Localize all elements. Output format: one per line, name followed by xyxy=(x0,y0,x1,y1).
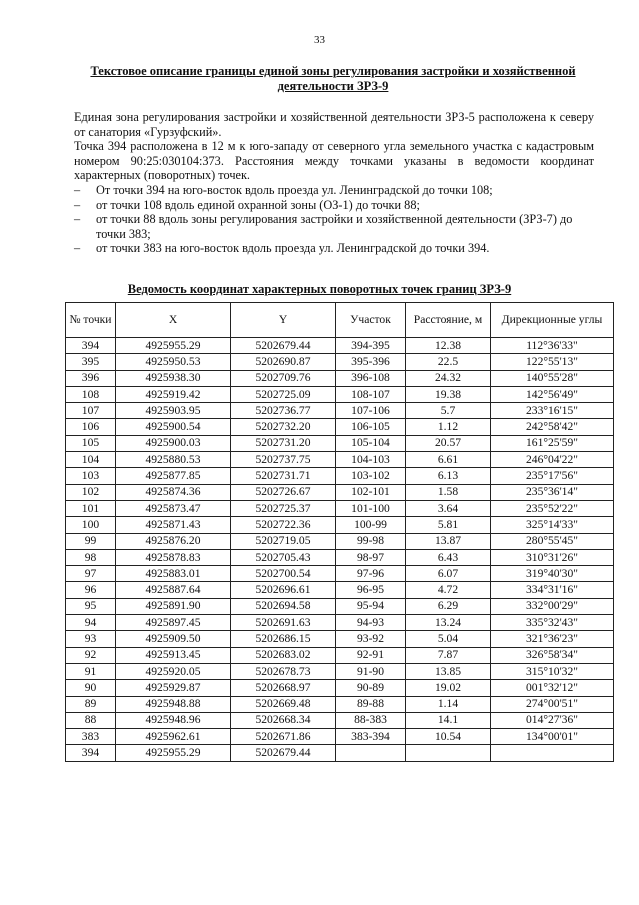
y-coordinate-cell: 5202726.67 xyxy=(231,484,336,500)
list-item-text: от точки 383 на юго-восток вдоль проезда ул. Ленинградской до точки 394. xyxy=(96,241,490,256)
x-coordinate-cell: 4925962.61 xyxy=(116,729,231,745)
bearing-cell: 319°40'30" xyxy=(491,566,614,582)
y-coordinate-cell: 5202732.20 xyxy=(231,419,336,435)
segment-cell: 89-88 xyxy=(336,696,406,712)
x-coordinate-cell: 4925955.29 xyxy=(116,745,231,761)
point-number-cell: 97 xyxy=(66,566,116,582)
bearing-cell: 001°32'12" xyxy=(491,680,614,696)
y-coordinate-cell: 5202722.36 xyxy=(231,517,336,533)
y-coordinate-cell: 5202679.44 xyxy=(231,745,336,761)
distance-cell: 13.24 xyxy=(406,615,491,631)
paragraph-intro: Единая зона регулирования застройки и хозяйственной деятельности ЗРЗ-5 расположена к северу от санатория «Гурзуфский». xyxy=(74,110,594,139)
segment-cell: 395-396 xyxy=(336,354,406,370)
y-coordinate-cell: 5202668.97 xyxy=(231,680,336,696)
list-item xyxy=(74,212,594,241)
bullet-marker: – xyxy=(74,241,81,256)
list-item xyxy=(74,241,594,256)
segment-cell: 394-395 xyxy=(336,338,406,354)
list-item-text: От точки 394 на юго-восток вдоль проезда ул. Ленинградской до точки 108; xyxy=(96,182,493,197)
bullet-marker: – xyxy=(74,182,81,197)
point-number-cell: 95 xyxy=(66,598,116,614)
bullet-marker: – xyxy=(74,212,81,227)
bearing-cell: 134°00'01" xyxy=(491,729,614,745)
distance-cell: 6.29 xyxy=(406,598,491,614)
x-coordinate-cell: 4925878.83 xyxy=(116,549,231,565)
distance-cell: 10.54 xyxy=(406,729,491,745)
x-coordinate-cell: 4925876.20 xyxy=(116,533,231,549)
segment-cell: 95-94 xyxy=(336,598,406,614)
bearing-cell: 274°00'51" xyxy=(491,696,614,712)
point-number-cell: 106 xyxy=(66,419,116,435)
segment-cell: 94-93 xyxy=(336,615,406,631)
x-coordinate-cell: 4925919.42 xyxy=(116,386,231,402)
bearing-cell: 310°31'26" xyxy=(491,549,614,565)
point-number-cell: 103 xyxy=(66,468,116,484)
distance-cell: 6.07 xyxy=(406,566,491,582)
segment-cell: 90-89 xyxy=(336,680,406,696)
x-coordinate-cell: 4925873.47 xyxy=(116,500,231,516)
column-header-y: Y xyxy=(231,303,336,338)
coordinates-table xyxy=(65,302,614,762)
paragraph-point-location: Точка 394 расположена в 12 м к юго-западу от северного угла земельного участка с кадастровым номером 90:25:030104:373. Расстояния между точками указаны в ведомости координат характерных (поворотных) точек. xyxy=(74,139,594,183)
point-number-cell: 394 xyxy=(66,338,116,354)
point-number-cell: 107 xyxy=(66,403,116,419)
distance-cell: 13.85 xyxy=(406,663,491,679)
column-header-point: № точки xyxy=(66,303,116,338)
x-coordinate-cell: 4925877.85 xyxy=(116,468,231,484)
bearing-cell: 233°16'15" xyxy=(491,403,614,419)
x-coordinate-cell: 4925929.87 xyxy=(116,680,231,696)
table-row xyxy=(66,631,614,647)
point-number-cell: 92 xyxy=(66,647,116,663)
table-row xyxy=(66,663,614,679)
distance-cell: 6.13 xyxy=(406,468,491,484)
bearing-cell: 140°55'28" xyxy=(491,370,614,386)
distance-cell: 22.5 xyxy=(406,354,491,370)
y-coordinate-cell: 5202678.73 xyxy=(231,663,336,679)
distance-cell: 6.43 xyxy=(406,549,491,565)
table-row xyxy=(66,435,614,451)
bearing-cell: 335°32'43" xyxy=(491,615,614,631)
page-number: 33 xyxy=(314,34,325,46)
table-row xyxy=(66,598,614,614)
boundary-description-list xyxy=(74,183,594,256)
point-number-cell: 98 xyxy=(66,549,116,565)
x-coordinate-cell: 4925938.30 xyxy=(116,370,231,386)
distance-cell: 5.7 xyxy=(406,403,491,419)
segment-cell: 108-107 xyxy=(336,386,406,402)
list-item xyxy=(74,198,594,213)
x-coordinate-cell: 4925950.53 xyxy=(116,354,231,370)
y-coordinate-cell: 5202736.77 xyxy=(231,403,336,419)
bearing-cell: 142°56'49" xyxy=(491,386,614,402)
x-coordinate-cell: 4925913.45 xyxy=(116,647,231,663)
distance-cell: 19.02 xyxy=(406,680,491,696)
segment-cell: 102-101 xyxy=(336,484,406,500)
segment-cell: 91-90 xyxy=(336,663,406,679)
point-number-cell: 94 xyxy=(66,615,116,631)
table-row xyxy=(66,354,614,370)
column-header-segment: Участок xyxy=(336,303,406,338)
x-coordinate-cell: 4925920.05 xyxy=(116,663,231,679)
bearing-cell: 332°00'29" xyxy=(491,598,614,614)
bearing-cell: 235°36'14" xyxy=(491,484,614,500)
point-number-cell: 96 xyxy=(66,582,116,598)
point-number-cell: 88 xyxy=(66,712,116,728)
point-number-cell: 101 xyxy=(66,500,116,516)
point-number-cell: 93 xyxy=(66,631,116,647)
table-row xyxy=(66,582,614,598)
point-number-cell: 383 xyxy=(66,729,116,745)
segment-cell: 98-97 xyxy=(336,549,406,565)
distance-cell: 5.81 xyxy=(406,517,491,533)
bearing-cell: 326°58'34" xyxy=(491,647,614,663)
point-number-cell: 102 xyxy=(66,484,116,500)
bearing-cell: 014°27'36" xyxy=(491,712,614,728)
y-coordinate-cell: 5202731.20 xyxy=(231,435,336,451)
x-coordinate-cell: 4925955.29 xyxy=(116,338,231,354)
segment-cell: 88-383 xyxy=(336,712,406,728)
column-header-x: X xyxy=(116,303,231,338)
table-row xyxy=(66,338,614,354)
point-number-cell: 100 xyxy=(66,517,116,533)
bearing-cell xyxy=(491,745,614,761)
point-number-cell: 108 xyxy=(66,386,116,402)
distance-cell: 4.72 xyxy=(406,582,491,598)
point-number-cell: 105 xyxy=(66,435,116,451)
segment-cell: 103-102 xyxy=(336,468,406,484)
bearing-cell: 315°10'32" xyxy=(491,663,614,679)
bearing-cell: 280°55'45" xyxy=(491,533,614,549)
table-row xyxy=(66,647,614,663)
bearing-cell: 161°25'59" xyxy=(491,435,614,451)
segment-cell: 96-95 xyxy=(336,582,406,598)
bearing-cell: 334°31'16" xyxy=(491,582,614,598)
distance-cell: 3.64 xyxy=(406,500,491,516)
y-coordinate-cell: 5202679.44 xyxy=(231,338,336,354)
point-number-cell: 99 xyxy=(66,533,116,549)
distance-cell: 7.87 xyxy=(406,647,491,663)
x-coordinate-cell: 4925903.95 xyxy=(116,403,231,419)
distance-cell: 12.38 xyxy=(406,338,491,354)
y-coordinate-cell: 5202669.48 xyxy=(231,696,336,712)
segment-cell: 104-103 xyxy=(336,452,406,468)
y-coordinate-cell: 5202709.76 xyxy=(231,370,336,386)
y-coordinate-cell: 5202683.02 xyxy=(231,647,336,663)
bearing-cell: 321°36'23" xyxy=(491,631,614,647)
segment-cell: 106-105 xyxy=(336,419,406,435)
list-item-text: от точки 108 вдоль единой охранной зоны (ОЗ-1) до точки 88; xyxy=(96,197,420,212)
segment-cell: 396-108 xyxy=(336,370,406,386)
bullet-marker: – xyxy=(74,197,81,212)
y-coordinate-cell: 5202731.71 xyxy=(231,468,336,484)
x-coordinate-cell: 4925871.43 xyxy=(116,517,231,533)
distance-cell: 13.87 xyxy=(406,533,491,549)
segment-cell: 101-100 xyxy=(336,500,406,516)
table-row xyxy=(66,533,614,549)
x-coordinate-cell: 4925874.36 xyxy=(116,484,231,500)
table-row xyxy=(66,615,614,631)
y-coordinate-cell: 5202705.43 xyxy=(231,549,336,565)
distance-cell: 14.1 xyxy=(406,712,491,728)
point-number-cell: 89 xyxy=(66,696,116,712)
y-coordinate-cell: 5202696.61 xyxy=(231,582,336,598)
y-coordinate-cell: 5202668.34 xyxy=(231,712,336,728)
distance-cell: 5.04 xyxy=(406,631,491,647)
distance-cell: 1.12 xyxy=(406,419,491,435)
point-number-cell: 90 xyxy=(66,680,116,696)
point-number-cell: 91 xyxy=(66,663,116,679)
list-item xyxy=(74,183,594,198)
table-row xyxy=(66,696,614,712)
segment-cell xyxy=(336,745,406,761)
y-coordinate-cell: 5202725.37 xyxy=(231,500,336,516)
point-number-cell: 396 xyxy=(66,370,116,386)
table-row xyxy=(66,729,614,745)
y-coordinate-cell: 5202690.87 xyxy=(231,354,336,370)
point-number-cell: 104 xyxy=(66,452,116,468)
distance-cell: 24.32 xyxy=(406,370,491,386)
x-coordinate-cell: 4925948.96 xyxy=(116,712,231,728)
distance-cell xyxy=(406,745,491,761)
table-row xyxy=(66,370,614,386)
segment-cell: 100-99 xyxy=(336,517,406,533)
segment-cell: 383-394 xyxy=(336,729,406,745)
column-header-bearing: Дирекционные углы xyxy=(491,303,614,338)
distance-cell: 20.57 xyxy=(406,435,491,451)
y-coordinate-cell: 5202700.54 xyxy=(231,566,336,582)
table-row xyxy=(66,386,614,402)
distance-cell: 6.61 xyxy=(406,452,491,468)
table-row xyxy=(66,517,614,533)
point-number-cell: 394 xyxy=(66,745,116,761)
table-title: Ведомость координат характерных поворотных точек границ ЗРЗ-9 xyxy=(127,282,512,296)
x-coordinate-cell: 4925900.03 xyxy=(116,435,231,451)
x-coordinate-cell: 4925909.50 xyxy=(116,631,231,647)
x-coordinate-cell: 4925891.90 xyxy=(116,598,231,614)
table-row xyxy=(66,419,614,435)
body-text xyxy=(74,110,594,256)
list-item-text: от точки 88 вдоль зоны регулирования застройки и хозяйственной деятельности (ЗРЗ-7) до точки 383; xyxy=(96,212,573,241)
distance-cell: 1.58 xyxy=(406,484,491,500)
table-row xyxy=(66,452,614,468)
x-coordinate-cell: 4925887.64 xyxy=(116,582,231,598)
bearing-cell: 235°52'22" xyxy=(491,500,614,516)
y-coordinate-cell: 5202725.09 xyxy=(231,386,336,402)
x-coordinate-cell: 4925883.01 xyxy=(116,566,231,582)
x-coordinate-cell: 4925880.53 xyxy=(116,452,231,468)
segment-cell: 93-92 xyxy=(336,631,406,647)
table-row xyxy=(66,549,614,565)
table-row xyxy=(66,403,614,419)
table-row xyxy=(66,745,614,761)
segment-cell: 97-96 xyxy=(336,566,406,582)
table-header-row xyxy=(66,303,614,338)
table-body xyxy=(66,338,614,762)
bearing-cell: 235°17'56" xyxy=(491,468,614,484)
distance-cell: 1.14 xyxy=(406,696,491,712)
distance-cell: 19.38 xyxy=(406,386,491,402)
table-row xyxy=(66,566,614,582)
y-coordinate-cell: 5202737.75 xyxy=(231,452,336,468)
x-coordinate-cell: 4925900.54 xyxy=(116,419,231,435)
bearing-cell: 122°55'13" xyxy=(491,354,614,370)
y-coordinate-cell: 5202686.15 xyxy=(231,631,336,647)
table-row xyxy=(66,680,614,696)
segment-cell: 107-106 xyxy=(336,403,406,419)
segment-cell: 92-91 xyxy=(336,647,406,663)
y-coordinate-cell: 5202694.58 xyxy=(231,598,336,614)
table-row xyxy=(66,468,614,484)
segment-cell: 99-98 xyxy=(336,533,406,549)
bearing-cell: 325°14'33" xyxy=(491,517,614,533)
x-coordinate-cell: 4925948.88 xyxy=(116,696,231,712)
point-number-cell: 395 xyxy=(66,354,116,370)
table-row xyxy=(66,712,614,728)
column-header-distance: Расстояние, м xyxy=(406,303,491,338)
y-coordinate-cell: 5202719.05 xyxy=(231,533,336,549)
x-coordinate-cell: 4925897.45 xyxy=(116,615,231,631)
table-row xyxy=(66,484,614,500)
y-coordinate-cell: 5202671.86 xyxy=(231,729,336,745)
bearing-cell: 242°58'42" xyxy=(491,419,614,435)
document-heading: Текстовое описание границы единой зоны регулирования застройки и хозяйственной деятельности ЗРЗ-9 xyxy=(90,64,576,93)
bearing-cell: 112°36'33" xyxy=(491,338,614,354)
segment-cell: 105-104 xyxy=(336,435,406,451)
table-row xyxy=(66,500,614,516)
y-coordinate-cell: 5202691.63 xyxy=(231,615,336,631)
bearing-cell: 246°04'22" xyxy=(491,452,614,468)
